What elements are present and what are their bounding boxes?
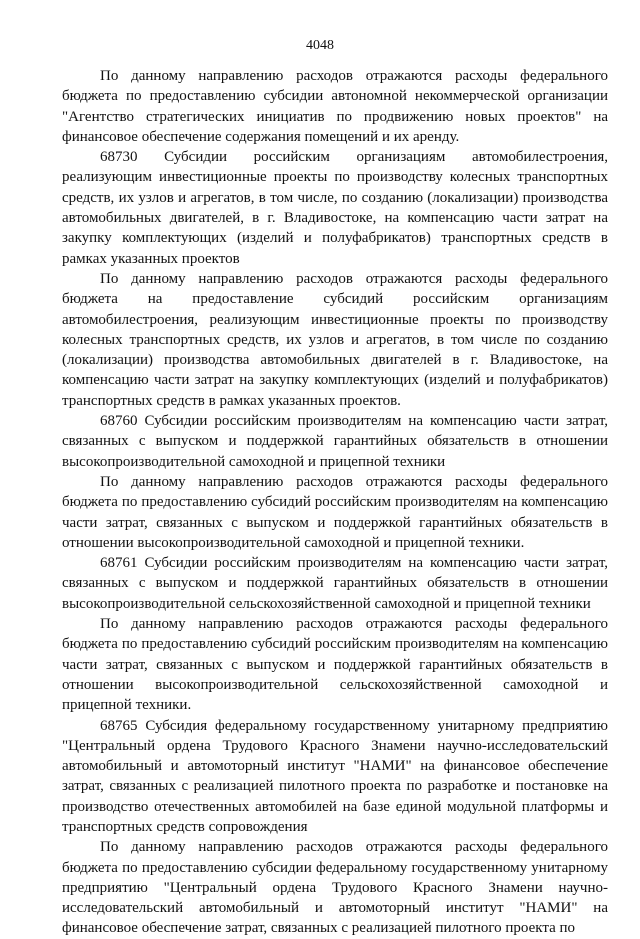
- paragraph: 68761 Субсидии российским производителям на компенсацию части затрат, связанных с выпуском и поддержкой гарантийных обязательств в отношении высокопроизводительной сельскохозяйственной самоходной и прицепной техники: [62, 555, 608, 612]
- paragraph: 68730 Субсидии российским организациям автомобилестроения, реализующим инвестиционные проекты по производству колесных транспортных средств, их узлов и агрегатов, в том числе, по созданию (локализации) производства автомобильных двигателей, в г. Владивостоке, на компенсацию части затрат на закупку комплектующих (изделий и полуфабрикатов) транспортных средств в рамках указанных проектов: [62, 149, 608, 267]
- paragraph: По данному направлению расходов отражаются расходы федерального бюджета по предоставлению субсидии федеральному государственному унитарному предприятию "Центральный ордена Трудового Красного Знамени научно-исследовательский автомобильный и автомоторный институт "НАМИ" на финансовое обеспечение затрат, связанных с реализацией пилотного проекта по: [62, 839, 608, 937]
- paragraph: По данному направлению расходов отражаются расходы федерального бюджета по предоставлению субсидии автономной некоммерческой организации "Агентство стратегических инициатив по продвижению новых проектов" на финансовое обеспечение содержания помещений и их аренду.: [62, 68, 608, 145]
- paragraph: 68760 Субсидии российским производителям на компенсацию части затрат, связанных с выпуском и поддержкой гарантийных обязательств в отношении высокопроизводительной самоходной и прицепной техники: [62, 413, 608, 470]
- page-number: 4048: [306, 38, 334, 53]
- paragraph: 68765 Субсидия федеральному государственному унитарному предприятию "Центральный ордена Трудового Красного Знамени научно-исследовательский автомобильный и автомоторный институт "НАМИ" на финансовое обеспечение затрат, связанных с реализацией пилотного проекта по разработке и постановке на производство отечественных автомобилей на базе единой модульной платформы и транспортных средств сопровождения: [62, 717, 608, 835]
- paragraph: По данному направлению расходов отражаются расходы федерального бюджета по предоставлению субсидий российским производителям на компенсацию части затрат, связанных с выпуском и поддержкой гарантийных обязательств в отношении высокопроизводительной сельскохозяйственной самоходной и прицепной техники.: [62, 616, 608, 714]
- paragraph: По данному направлению расходов отражаются расходы федерального бюджета по предоставлению субсидий российским производителям на компенсацию части затрат, связанных с выпуском и поддержкой гарантийных обязательств в отношении высокопроизводительной самоходной и прицепной техники.: [62, 473, 608, 551]
- paragraph: По данному направлению расходов отражаются расходы федерального бюджета на предоставление субсидий российским организациям автомобилестроения, реализующим инвестиционные проекты по производству колесных транспортных средств, их узлов и агрегатов, в том числе по созданию (локализации) производства автомобильных двигателей в г. Владивостоке, на компенсацию части затрат на закупку комплектующих (изделий и полуфабрикатов) транспортных средств в рамках указанных проектов.: [62, 270, 608, 409]
- document-body: [62, 66, 608, 939]
